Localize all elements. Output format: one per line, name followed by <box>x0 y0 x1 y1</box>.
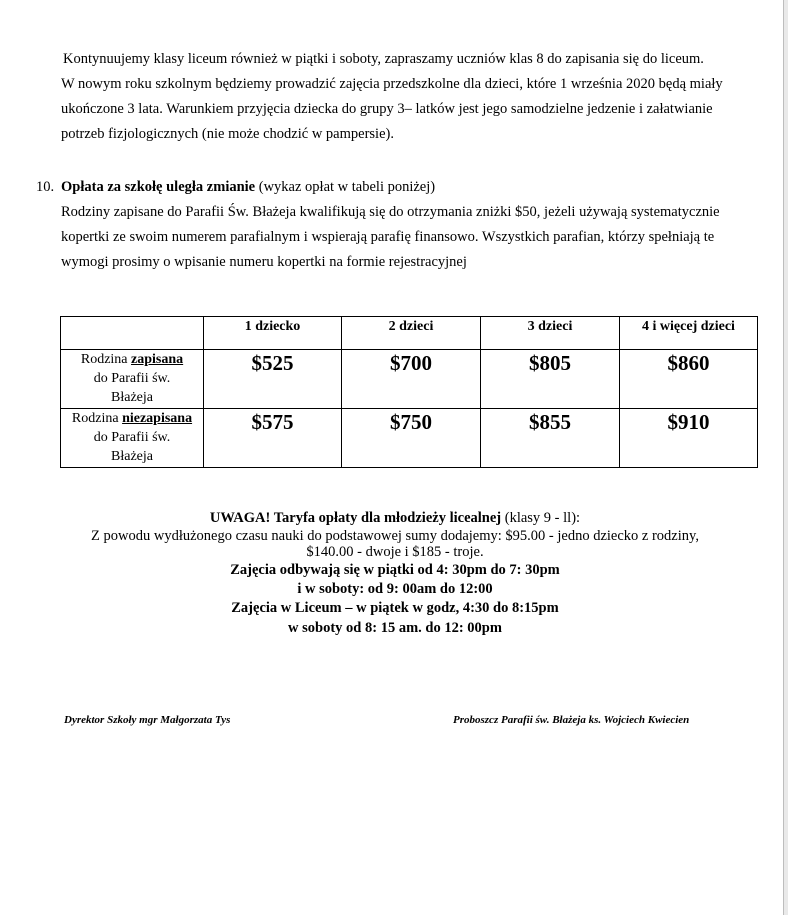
table-row <box>61 409 758 468</box>
header-cell: 1 dziecko <box>204 317 342 350</box>
item-title: Opłata za szkołę uległa zmianie <box>61 179 256 195</box>
item-line: kopertki ze swoim numerem parafialnym i wspierają parafię finansowo. Wszystkich parafian, którzy spełniają te <box>61 229 715 245</box>
notice-schedule-line: w soboty od 8: 15 am. do 12: 00pm <box>288 620 502 636</box>
price-cell: $910 <box>620 409 758 468</box>
row-label-emphasis: zapisana <box>131 352 184 367</box>
notice-heading-bold: UWAGA! Taryfa opłaty dla młodzieży licealnej <box>209 510 502 526</box>
row-label-text: do Parafii św. <box>93 430 171 445</box>
fees-table <box>60 316 758 468</box>
row-label-text: Rodzina <box>80 352 132 367</box>
price-cell: $860 <box>620 350 758 409</box>
header-cell: 2 dzieci <box>342 317 481 350</box>
intro-line: W nowym roku szkolnym będziemy prowadzić zajęcia przedszkolne dla dzieci, które 1 września 2020 będą miały <box>61 76 723 92</box>
header-cell: 3 dzieci <box>481 317 620 350</box>
price-cell: $855 <box>481 409 620 468</box>
header-cell <box>61 317 204 350</box>
intro-line: ukończone 3 lata. Warunkiem przyjęcia dziecka do grupy 3– latków jest jego samodzielne jedzenie i załatwianie <box>61 101 713 117</box>
row-label <box>61 409 204 468</box>
price-cell: $575 <box>204 409 342 468</box>
price-cell: $525 <box>204 350 342 409</box>
list-item-10 <box>36 175 756 270</box>
price-cell: $700 <box>342 350 481 409</box>
intro-line: potrzeb fizjologicznych (nie może chodzić w pampersie). <box>61 126 394 142</box>
intro-paragraph <box>61 47 751 147</box>
signature-pastor: Proboszcz Parafii św. Błażeja ks. Wojciech Kwiecien <box>453 714 690 726</box>
row-label <box>61 350 204 409</box>
notice-heading <box>60 509 730 528</box>
intro-line: Kontynuujemy klasy liceum również w piątki i soboty, zapraszamy uczniów klas 8 do zapisania się do liceum. <box>63 51 704 67</box>
header-cell: 4 i więcej dzieci <box>620 317 758 350</box>
item-body <box>61 200 720 275</box>
list-number: 10. <box>36 179 55 195</box>
item-line: wymogi prosimy o wpisanie numeru kopertki na formie rejestracyjnej <box>61 254 467 270</box>
notice-line: Z powodu wydłużonego czasu nauki do podstawowej sumy dodajemy: $95.00 - jedno dziecko z rodziny, <box>91 528 699 544</box>
vertical-scrollbar[interactable] <box>783 0 788 915</box>
row-label-text: Błażeja <box>111 449 153 464</box>
notice-line: $140.00 - dwoje i $185 - troje. <box>306 544 484 560</box>
page-top <box>0 0 788 6</box>
price-cell: $750 <box>342 409 481 468</box>
notice-schedule-line: Zajęcia odbywają się w piątki od 4: 30pm do 7: 30pm <box>230 562 560 578</box>
price-cell: $805 <box>481 350 620 409</box>
item-line: Rodziny zapisane do Parafii Św. Błażeja kwalifikują się do otrzymania zniżki $50, jeżeli używają systematycznie <box>61 204 720 220</box>
signature-director: Dyrektor Szkoły mgr Małgorzata Tys <box>64 714 231 726</box>
table-header-row <box>61 317 758 350</box>
item-title-note: (wykaz opłat w tabeli poniżej) <box>255 179 436 195</box>
row-label-text: Rodzina <box>71 411 123 426</box>
notice-heading-note: (klasy 9 - ll): <box>501 510 581 526</box>
notice-schedule-line: Zajęcia w Liceum – w piątek w godz, 4:30 do 8:15pm <box>231 600 559 616</box>
row-label-text: Błażeja <box>111 390 153 405</box>
row-label-text: do Parafii św. <box>93 371 171 386</box>
notice-schedule-line: i w soboty: od 9: 00am do 12:00 <box>297 581 493 597</box>
row-label-emphasis: niezapisana <box>122 411 193 426</box>
table-row <box>61 350 758 409</box>
